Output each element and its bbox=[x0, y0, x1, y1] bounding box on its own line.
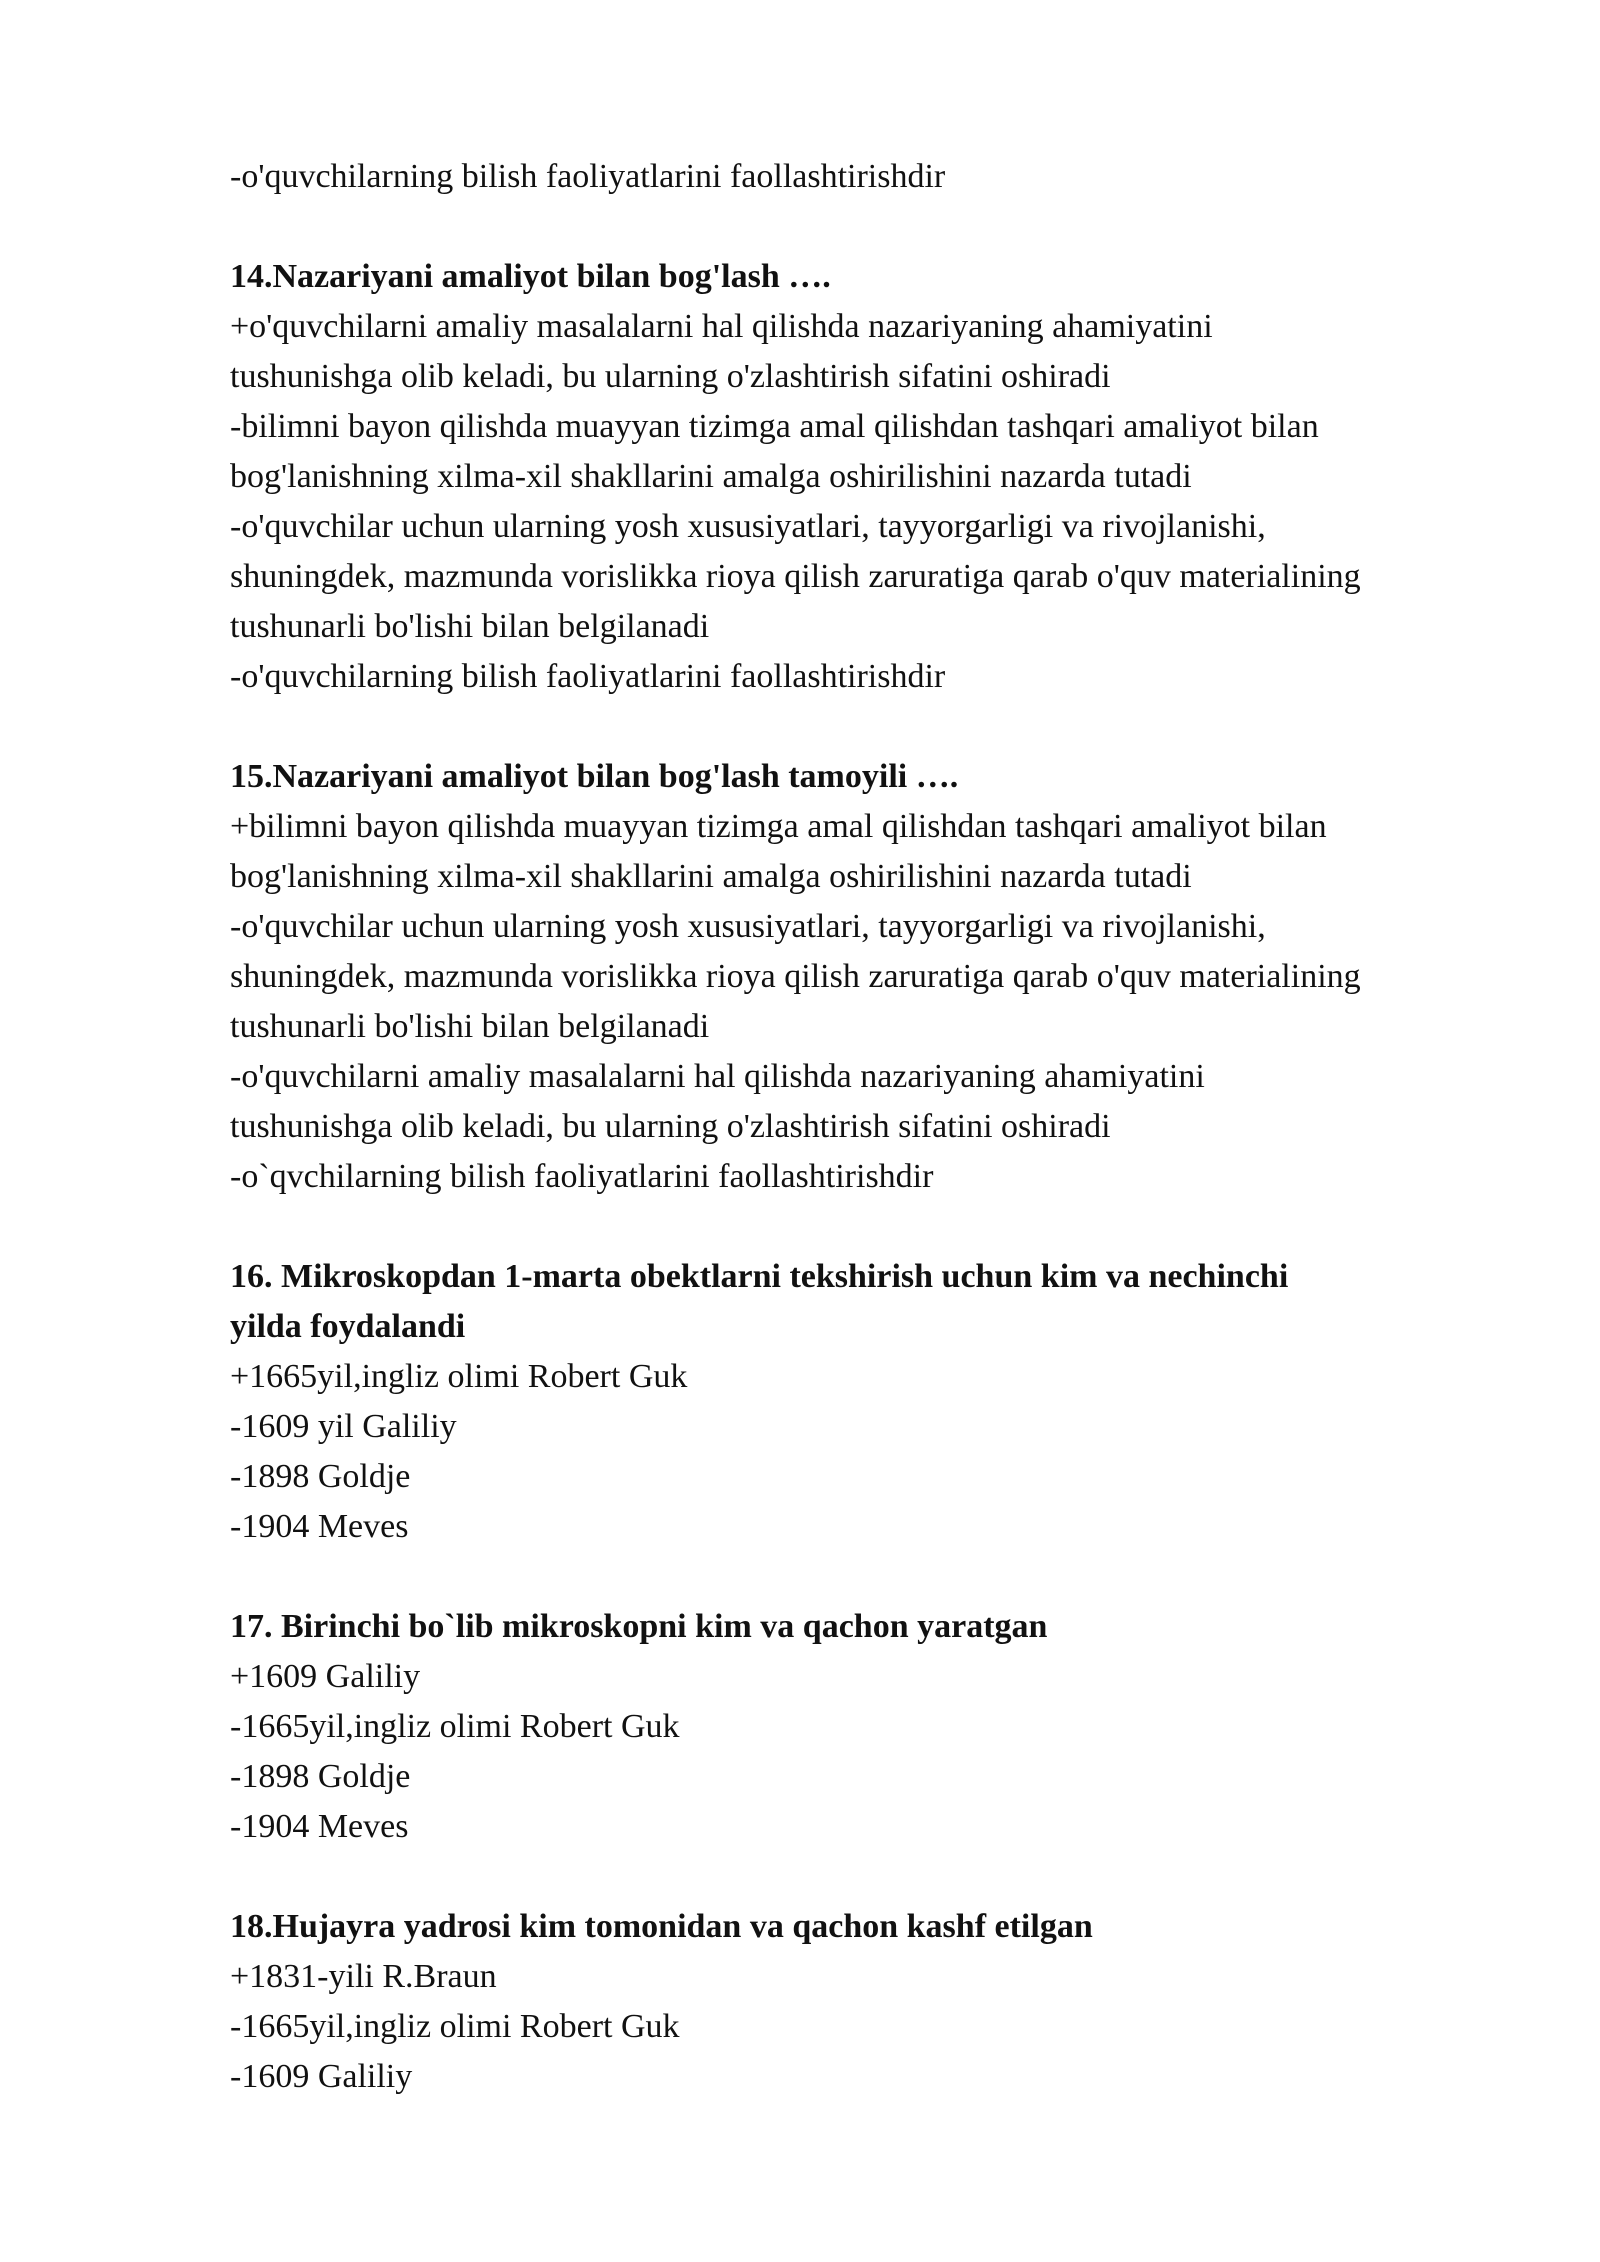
option-line: -o`qvchilarning bilish faoliyatlarini faollashtirishdir bbox=[230, 1158, 934, 1195]
spacer bbox=[230, 702, 1520, 752]
option-line: +bilimni bayon qilishda muayyan tizimga amal qilishdan tashqari amaliyot bilan bbox=[230, 808, 1327, 845]
option-line: +o'quvchilarni amaliy masalalarni hal qilishda nazariyaning ahamiyatini bbox=[230, 308, 1213, 345]
question-17 bbox=[230, 1602, 1520, 1852]
question-title: 17. Birinchi bo`lib mikroskopni kim va qachon yaratgan bbox=[230, 1608, 1048, 1645]
option-line: -1898 Goldje bbox=[230, 1758, 411, 1795]
option-line: -o'quvchilarning bilish faoliyatlarini faollashtirishdir bbox=[230, 658, 946, 695]
option-line: +1665yil,ingliz olimi Robert Guk bbox=[230, 1358, 688, 1395]
option-line: tushunishga olib keladi, bu ularning o'zlashtirish sifatini oshiradi bbox=[230, 1108, 1111, 1145]
option-line: tushunarli bo'lishi bilan belgilanadi bbox=[230, 608, 710, 645]
spacer bbox=[230, 1852, 1520, 1902]
option-line: shuningdek, mazmunda vorislikka rioya qilish zaruratiga qarab o'quv materialining bbox=[230, 558, 1361, 595]
answer-option bbox=[230, 402, 1520, 502]
option-line: -1904 Meves bbox=[230, 1508, 409, 1545]
answer-option bbox=[230, 502, 1520, 652]
question-title: 18.Hujayra yadrosi kim tomonidan va qachon kashf etilgan bbox=[230, 1908, 1093, 1945]
answer-option bbox=[230, 902, 1520, 1052]
answer-option bbox=[230, 1052, 1520, 1152]
option-line: +1831-yili R.Braun bbox=[230, 1958, 497, 1995]
intro-block bbox=[230, 152, 1520, 202]
answer-option bbox=[230, 1152, 1520, 1202]
answer-option bbox=[230, 802, 1520, 902]
spacer bbox=[230, 1552, 1520, 1602]
question-title: 16. Mikroskopdan 1-marta obektlarni tekshirish uchun kim va nechinchi bbox=[230, 1258, 1289, 1295]
option-line: -o'quvchilarni amaliy masalalarni hal qilishda nazariyaning ahamiyatini bbox=[230, 1058, 1205, 1095]
option-line: -1904 Meves bbox=[230, 1808, 409, 1845]
question-18 bbox=[230, 1902, 1520, 2102]
option-line: -1665yil,ingliz olimi Robert Guk bbox=[230, 2008, 680, 2045]
option-line: -1609 Galiliy bbox=[230, 2058, 413, 2095]
answer-option bbox=[230, 652, 1520, 702]
question-title: 15.Nazariyani amaliyot bilan bog'lash tamoyili …. bbox=[230, 758, 959, 795]
option-line: -1665yil,ingliz olimi Robert Guk bbox=[230, 1708, 680, 1745]
option-line: -1898 Goldje bbox=[230, 1458, 411, 1495]
option-line: shuningdek, mazmunda vorislikka rioya qilish zaruratiga qarab o'quv materialining bbox=[230, 958, 1361, 995]
question-14 bbox=[230, 252, 1520, 702]
option-line: -bilimni bayon qilishda muayyan tizimga amal qilishdan tashqari amaliyot bilan bbox=[230, 408, 1319, 445]
spacer bbox=[230, 1202, 1520, 1252]
option-line: -o'quvchilar uchun ularning yosh xususiyatlari, tayyorgarligi va rivojlanishi, bbox=[230, 908, 1266, 945]
answer-option bbox=[230, 302, 1520, 402]
option-line: bog'lanishning xilma-xil shakllarini amalga oshirilishini nazarda tutadi bbox=[230, 458, 1192, 495]
question-title: yilda foydalandi bbox=[230, 1308, 466, 1345]
option-line: +1609 Galiliy bbox=[230, 1658, 421, 1695]
option-line: tushunarli bo'lishi bilan belgilanadi bbox=[230, 1008, 710, 1045]
document-content bbox=[230, 152, 1520, 2102]
question-16 bbox=[230, 1252, 1520, 1552]
option-line: -1609 yil Galiliy bbox=[230, 1408, 457, 1445]
question-15 bbox=[230, 752, 1520, 1202]
option-line: -o'quvchilarning bilish faoliyatlarini faollashtirishdir bbox=[230, 158, 946, 195]
option-line: bog'lanishning xilma-xil shakllarini amalga oshirilishini nazarda tutadi bbox=[230, 858, 1192, 895]
spacer bbox=[230, 202, 1520, 252]
option-line: tushunishga olib keladi, bu ularning o'zlashtirish sifatini oshiradi bbox=[230, 358, 1111, 395]
question-title: 14.Nazariyani amaliyot bilan bog'lash …. bbox=[230, 258, 831, 295]
option-line: -o'quvchilar uchun ularning yosh xususiyatlari, tayyorgarligi va rivojlanishi, bbox=[230, 508, 1266, 545]
